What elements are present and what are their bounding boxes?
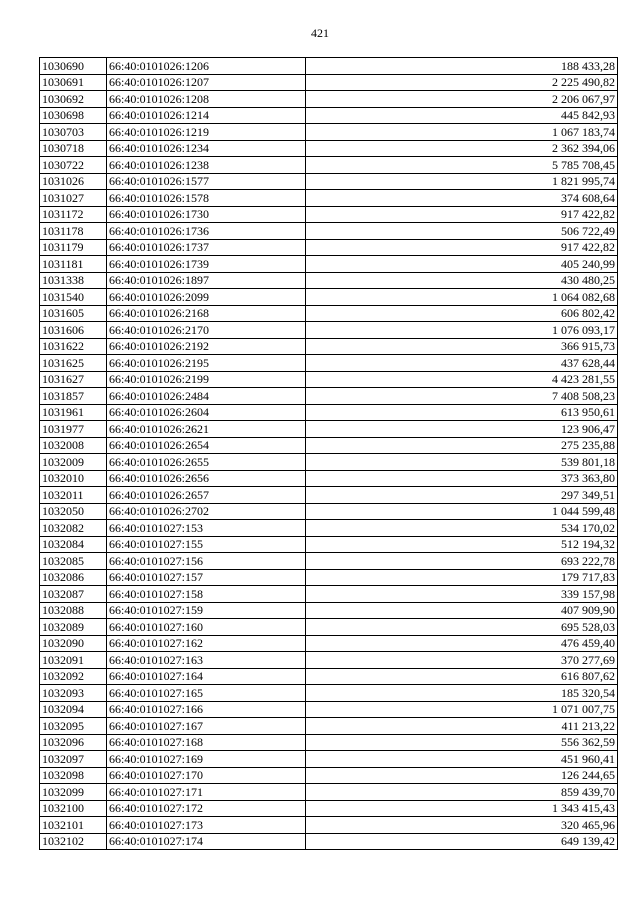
table-row	[40, 223, 618, 240]
value-cell: 556 362,59	[306, 734, 618, 751]
row-id-cell: 1032101	[40, 817, 107, 834]
cadastral-number-cell: 66:40:0101027:174	[107, 833, 306, 850]
table-row	[40, 536, 618, 553]
table-row	[40, 701, 618, 718]
value-cell: 539 801,18	[306, 454, 618, 471]
value-cell: 613 950,61	[306, 404, 618, 421]
table-row	[40, 800, 618, 817]
cadastral-number-cell: 66:40:0101027:155	[107, 536, 306, 553]
registry-table	[39, 57, 618, 850]
table-row	[40, 140, 618, 157]
row-id-cell: 1032087	[40, 586, 107, 603]
table-row	[40, 520, 618, 537]
cadastral-number-cell: 66:40:0101027:170	[107, 767, 306, 784]
value-cell: 320 465,96	[306, 817, 618, 834]
value-cell: 374 608,64	[306, 190, 618, 207]
row-id-cell: 1032089	[40, 619, 107, 636]
value-cell: 1 071 007,75	[306, 701, 618, 718]
row-id-cell: 1032084	[40, 536, 107, 553]
table-row	[40, 767, 618, 784]
table-row	[40, 437, 618, 454]
row-id-cell: 1032102	[40, 833, 107, 850]
table-row	[40, 421, 618, 438]
value-cell: 2 225 490,82	[306, 74, 618, 91]
table-row	[40, 305, 618, 322]
cadastral-number-cell: 66:40:0101027:156	[107, 553, 306, 570]
row-id-cell: 1031627	[40, 371, 107, 388]
row-id-cell: 1032088	[40, 602, 107, 619]
cadastral-number-cell: 66:40:0101026:1219	[107, 124, 306, 141]
value-cell: 2 362 394,06	[306, 140, 618, 157]
value-cell: 917 422,82	[306, 206, 618, 223]
cadastral-number-cell: 66:40:0101026:1739	[107, 256, 306, 273]
row-id-cell: 1032096	[40, 734, 107, 751]
cadastral-number-cell: 66:40:0101026:1206	[107, 58, 306, 75]
row-id-cell: 1032090	[40, 635, 107, 652]
value-cell: 430 480,25	[306, 272, 618, 289]
cadastral-number-cell: 66:40:0101026:2621	[107, 421, 306, 438]
cadastral-number-cell: 66:40:0101027:160	[107, 619, 306, 636]
value-cell: 179 717,83	[306, 569, 618, 586]
row-id-cell: 1032092	[40, 668, 107, 685]
table-row	[40, 355, 618, 372]
table-row	[40, 454, 618, 471]
value-cell: 512 194,32	[306, 536, 618, 553]
value-cell: 407 909,90	[306, 602, 618, 619]
row-id-cell: 1031338	[40, 272, 107, 289]
cadastral-number-cell: 66:40:0101026:2654	[107, 437, 306, 454]
cadastral-number-cell: 66:40:0101026:2170	[107, 322, 306, 339]
value-cell: 370 277,69	[306, 652, 618, 669]
row-id-cell: 1032086	[40, 569, 107, 586]
row-id-cell: 1032099	[40, 784, 107, 801]
row-id-cell: 1030691	[40, 74, 107, 91]
row-id-cell: 1030722	[40, 157, 107, 174]
cadastral-number-cell: 66:40:0101027:165	[107, 685, 306, 702]
cadastral-number-cell: 66:40:0101027:159	[107, 602, 306, 619]
table-row	[40, 173, 618, 190]
cadastral-number-cell: 66:40:0101027:171	[107, 784, 306, 801]
cadastral-number-cell: 66:40:0101026:2168	[107, 305, 306, 322]
row-id-cell: 1032095	[40, 718, 107, 735]
cadastral-number-cell: 66:40:0101026:1208	[107, 91, 306, 108]
row-id-cell: 1031027	[40, 190, 107, 207]
value-cell: 373 363,80	[306, 470, 618, 487]
cadastral-number-cell: 66:40:0101026:2195	[107, 355, 306, 372]
table-row	[40, 734, 618, 751]
row-id-cell: 1030690	[40, 58, 107, 75]
table-row	[40, 668, 618, 685]
row-id-cell: 1031179	[40, 239, 107, 256]
table-row	[40, 157, 618, 174]
value-cell: 366 915,73	[306, 338, 618, 355]
cadastral-number-cell: 66:40:0101027:163	[107, 652, 306, 669]
table-row	[40, 371, 618, 388]
table-row	[40, 239, 618, 256]
table-row	[40, 784, 618, 801]
value-cell: 859 439,70	[306, 784, 618, 801]
cadastral-number-cell: 66:40:0101026:1737	[107, 239, 306, 256]
row-id-cell: 1030703	[40, 124, 107, 141]
row-id-cell: 1032008	[40, 437, 107, 454]
cadastral-number-cell: 66:40:0101027:157	[107, 569, 306, 586]
row-id-cell: 1031961	[40, 404, 107, 421]
cadastral-number-cell: 66:40:0101026:1730	[107, 206, 306, 223]
cadastral-number-cell: 66:40:0101027:166	[107, 701, 306, 718]
cadastral-number-cell: 66:40:0101026:2656	[107, 470, 306, 487]
table-row	[40, 256, 618, 273]
row-id-cell: 1032091	[40, 652, 107, 669]
value-cell: 405 240,99	[306, 256, 618, 273]
table-row	[40, 338, 618, 355]
cadastral-number-cell: 66:40:0101026:1897	[107, 272, 306, 289]
value-cell: 1 044 599,48	[306, 503, 618, 520]
table-row	[40, 718, 618, 735]
value-cell: 188 433,28	[306, 58, 618, 75]
row-id-cell: 1031178	[40, 223, 107, 240]
cadastral-number-cell: 66:40:0101026:2484	[107, 388, 306, 405]
row-id-cell: 1031181	[40, 256, 107, 273]
value-cell: 445 842,93	[306, 107, 618, 124]
cadastral-number-cell: 66:40:0101026:1214	[107, 107, 306, 124]
value-cell: 411 213,22	[306, 718, 618, 735]
row-id-cell: 1032098	[40, 767, 107, 784]
table-row	[40, 685, 618, 702]
value-cell: 1 343 415,43	[306, 800, 618, 817]
cadastral-number-cell: 66:40:0101026:1238	[107, 157, 306, 174]
value-cell: 451 960,41	[306, 751, 618, 768]
table-row	[40, 586, 618, 603]
table-row	[40, 833, 618, 850]
table-row	[40, 190, 618, 207]
row-id-cell: 1032010	[40, 470, 107, 487]
cadastral-number-cell: 66:40:0101027:169	[107, 751, 306, 768]
table-row	[40, 817, 618, 834]
table-row	[40, 652, 618, 669]
table-row	[40, 487, 618, 504]
value-cell: 123 906,47	[306, 421, 618, 438]
table-row	[40, 751, 618, 768]
value-cell: 297 349,51	[306, 487, 618, 504]
row-id-cell: 1032050	[40, 503, 107, 520]
cadastral-number-cell: 66:40:0101026:1736	[107, 223, 306, 240]
value-cell: 5 785 708,45	[306, 157, 618, 174]
table-row	[40, 470, 618, 487]
row-id-cell: 1031026	[40, 173, 107, 190]
value-cell: 126 244,65	[306, 767, 618, 784]
row-id-cell: 1031605	[40, 305, 107, 322]
table-row	[40, 388, 618, 405]
cadastral-number-cell: 66:40:0101027:172	[107, 800, 306, 817]
row-id-cell: 1032009	[40, 454, 107, 471]
value-cell: 506 722,49	[306, 223, 618, 240]
cadastral-number-cell: 66:40:0101027:173	[107, 817, 306, 834]
row-id-cell: 1031172	[40, 206, 107, 223]
row-id-cell: 1032100	[40, 800, 107, 817]
value-cell: 476 459,40	[306, 635, 618, 652]
cadastral-number-cell: 66:40:0101026:2199	[107, 371, 306, 388]
value-cell: 1 076 093,17	[306, 322, 618, 339]
value-cell: 917 422,82	[306, 239, 618, 256]
cadastral-number-cell: 66:40:0101026:2702	[107, 503, 306, 520]
value-cell: 534 170,02	[306, 520, 618, 537]
cadastral-number-cell: 66:40:0101026:1577	[107, 173, 306, 190]
cadastral-number-cell: 66:40:0101027:162	[107, 635, 306, 652]
value-cell: 275 235,88	[306, 437, 618, 454]
row-id-cell: 1032097	[40, 751, 107, 768]
table-row	[40, 322, 618, 339]
row-id-cell: 1031606	[40, 322, 107, 339]
value-cell: 693 222,78	[306, 553, 618, 570]
cadastral-number-cell: 66:40:0101027:158	[107, 586, 306, 603]
table-row	[40, 107, 618, 124]
row-id-cell: 1032011	[40, 487, 107, 504]
cadastral-number-cell: 66:40:0101027:164	[107, 668, 306, 685]
row-id-cell: 1030698	[40, 107, 107, 124]
value-cell: 2 206 067,97	[306, 91, 618, 108]
row-id-cell: 1031625	[40, 355, 107, 372]
cadastral-number-cell: 66:40:0101026:1578	[107, 190, 306, 207]
value-cell: 616 807,62	[306, 668, 618, 685]
value-cell: 1 064 082,68	[306, 289, 618, 306]
table-row	[40, 91, 618, 108]
row-id-cell: 1032093	[40, 685, 107, 702]
cadastral-number-cell: 66:40:0101027:153	[107, 520, 306, 537]
table-row	[40, 206, 618, 223]
value-cell: 4 423 281,55	[306, 371, 618, 388]
row-id-cell: 1031540	[40, 289, 107, 306]
value-cell: 437 628,44	[306, 355, 618, 372]
table-row	[40, 619, 618, 636]
row-id-cell: 1032094	[40, 701, 107, 718]
row-id-cell: 1031977	[40, 421, 107, 438]
row-id-cell: 1030692	[40, 91, 107, 108]
value-cell: 7 408 508,23	[306, 388, 618, 405]
page-number: 421	[311, 26, 329, 40]
table-row	[40, 289, 618, 306]
value-cell: 695 528,03	[306, 619, 618, 636]
cadastral-number-cell: 66:40:0101026:2192	[107, 338, 306, 355]
cadastral-number-cell: 66:40:0101026:2655	[107, 454, 306, 471]
table-row	[40, 635, 618, 652]
value-cell: 649 139,42	[306, 833, 618, 850]
cadastral-number-cell: 66:40:0101027:167	[107, 718, 306, 735]
cadastral-number-cell: 66:40:0101027:168	[107, 734, 306, 751]
value-cell: 1 067 183,74	[306, 124, 618, 141]
cadastral-number-cell: 66:40:0101026:2604	[107, 404, 306, 421]
value-cell: 339 157,98	[306, 586, 618, 603]
cadastral-number-cell: 66:40:0101026:1234	[107, 140, 306, 157]
cadastral-number-cell: 66:40:0101026:2657	[107, 487, 306, 504]
value-cell: 185 320,54	[306, 685, 618, 702]
row-id-cell: 1031857	[40, 388, 107, 405]
table-row	[40, 58, 618, 75]
table-row	[40, 569, 618, 586]
table-row	[40, 404, 618, 421]
table-row	[40, 124, 618, 141]
row-id-cell: 1032082	[40, 520, 107, 537]
row-id-cell: 1031622	[40, 338, 107, 355]
value-cell: 606 802,42	[306, 305, 618, 322]
table-row	[40, 503, 618, 520]
cadastral-number-cell: 66:40:0101026:1207	[107, 74, 306, 91]
table-row	[40, 602, 618, 619]
table-row	[40, 74, 618, 91]
table-row	[40, 553, 618, 570]
registry-table-body	[40, 58, 618, 850]
value-cell: 1 821 995,74	[306, 173, 618, 190]
row-id-cell: 1032085	[40, 553, 107, 570]
table-row	[40, 272, 618, 289]
cadastral-number-cell: 66:40:0101026:2099	[107, 289, 306, 306]
row-id-cell: 1030718	[40, 140, 107, 157]
